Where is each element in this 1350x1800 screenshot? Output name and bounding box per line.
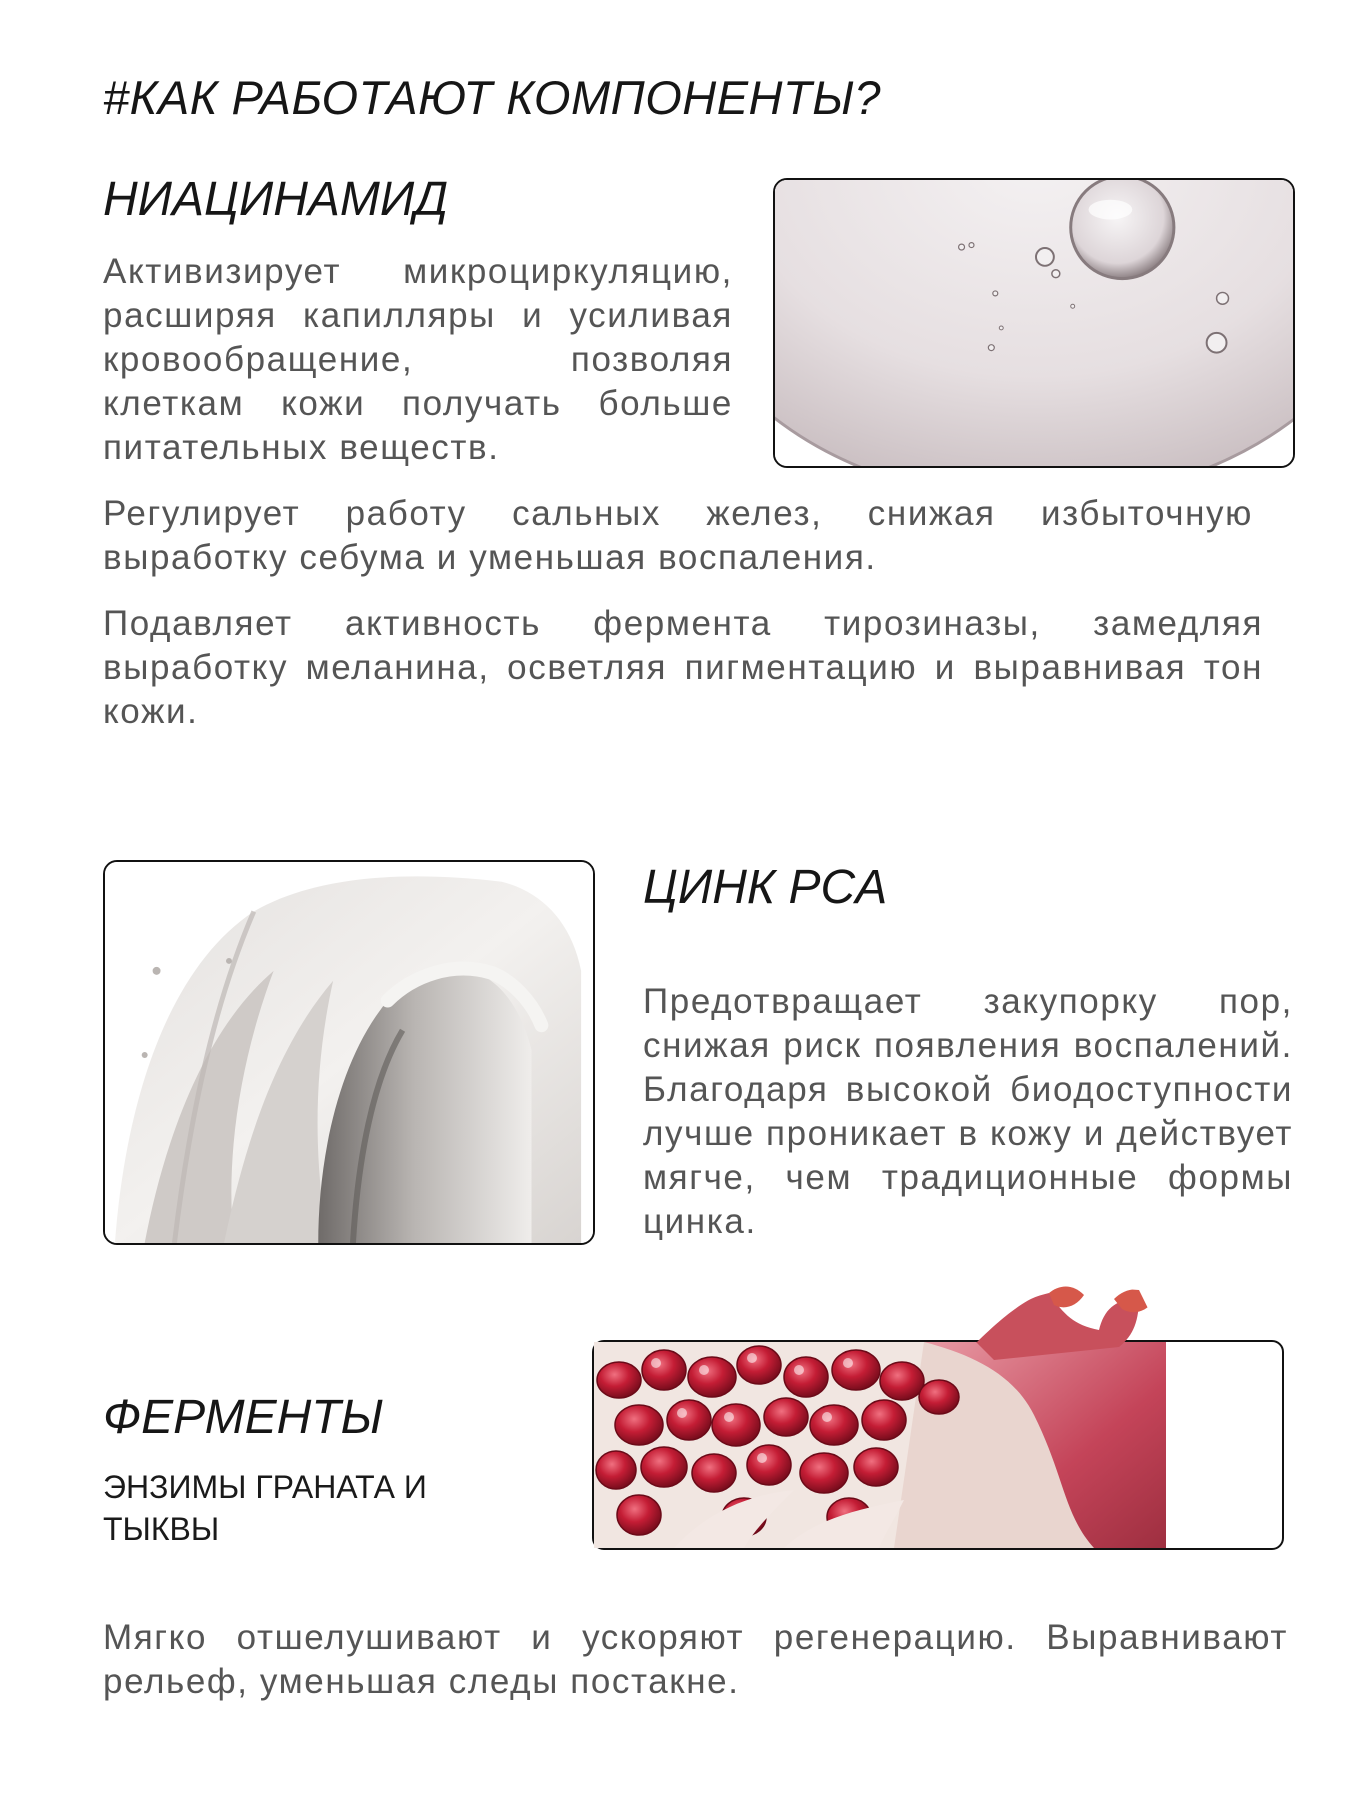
- enzymes-title: ФЕРМЕНТЫ: [103, 1391, 384, 1444]
- zinc-paragraph-1: Предотвращает закупорку пор, снижая риск появления воспалений. Благодаря высокой биодоступности лучше проникает в кожу и действует мягче, чем традиционные формы цинка.: [643, 982, 1293, 1241]
- niacinamide-paragraph-2: Регулирует работу сальных желез, снижая избыточную выработку себума и уменьшая воспаления.: [103, 494, 1253, 577]
- serum-drop-illustration: [775, 180, 1293, 466]
- cream-texture-image: [103, 860, 595, 1245]
- pomegranate-illustration: [594, 1285, 1166, 1548]
- niacinamide-title: НИАЦИНАМИД: [103, 173, 449, 226]
- enzymes-subtitle: ЭНЗИМЫ ГРАНАТА И ТЫКВЫ: [103, 1469, 427, 1547]
- niacinamide-paragraph-1: Активизирует микроциркуляцию, расширяя капилляры и усиливая кровообращение, позволяя клеткам кожи получать больше питательных веществ.: [103, 252, 733, 467]
- page-title: #КАК РАБОТАЮТ КОМПОНЕНТЫ?: [103, 71, 881, 124]
- zinc-title: ЦИНК PCA: [643, 861, 888, 914]
- enzymes-paragraph-1: Мягко отшелушивают и ускоряют регенерацию. Выравнивают рельеф, уменьшая следы постакне.: [103, 1618, 1288, 1701]
- cream-texture-illustration: [105, 862, 593, 1243]
- niacinamide-paragraph-3: Подавляет активность фермента тирозиназы, замедляя выработку меланина, осветляя пигментацию и выравнивая тон кожи.: [103, 604, 1263, 731]
- serum-drop-image: [773, 178, 1295, 468]
